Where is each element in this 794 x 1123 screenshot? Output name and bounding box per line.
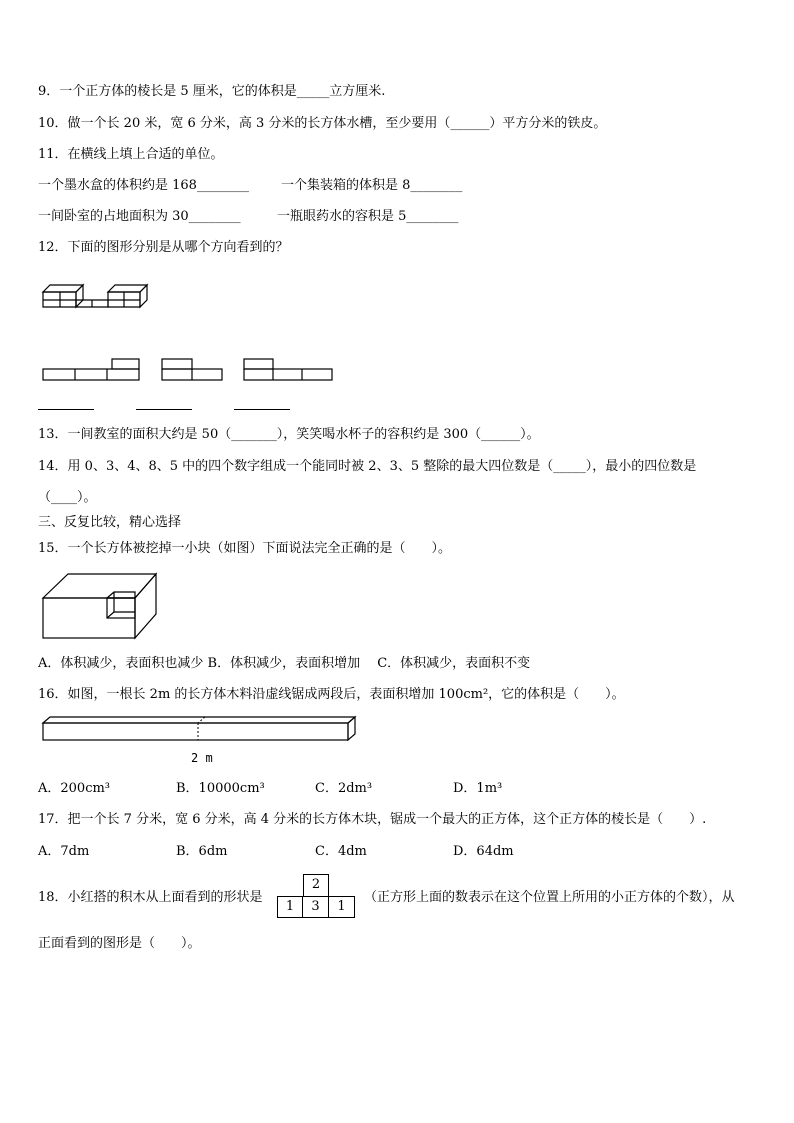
grid-cell-middle: 3 (303, 896, 329, 918)
q12-view-options (40, 357, 340, 383)
q17-option-d: D．64dm (453, 844, 514, 859)
grid-cell-top: 2 (303, 874, 329, 896)
q16-option-b: B．10000cm³ (176, 781, 265, 796)
grid-cell-right: 1 (329, 896, 355, 918)
question-18-part-2: （正方形上面的数表示在这个位置上所用的小正方体的个数），从 (364, 890, 735, 905)
question-9: 9．一个正方体的棱长是 5 厘米，它的体积是_____立方厘米. (38, 84, 386, 99)
question-18-part-1: 18．小红搭的积木从上面看到的形状是 (38, 890, 263, 905)
question-15: 15．一个长方体被挖掉一小块（如图）下面说法完全正确的是（ ）。 (38, 541, 452, 556)
question-10: 10．做一个长 20 米，宽 6 分米，高 3 分米的长方体水槽，至少要用（______）平方分米的铁皮。 (38, 116, 607, 131)
q16-length-label: 2 m (191, 751, 213, 765)
question-15-options: A．体积减少，表面积也减少 B．体积减少，表面积增加 C．体积减少，表面积不变 (38, 656, 531, 671)
q16-option-a: A．200cm³ (38, 781, 111, 796)
question-11-d: 一瓶眼药水的容积是 5________ (277, 209, 459, 224)
question-14-line-2: （____）。 (38, 490, 97, 505)
q12-answer-blank-1[interactable] (38, 409, 94, 410)
question-11-a: 一个墨水盒的体积约是 168________ (38, 178, 249, 193)
question-18-line-2: 正面看到的图形是（ ）。 (38, 936, 201, 951)
q17-option-c: C．4dm (315, 844, 367, 859)
section-3-heading: 三、反复比较，精心选择 (38, 515, 182, 530)
q12-3d-figure (40, 282, 160, 312)
q17-option-a: A．7dm (38, 844, 90, 859)
question-11-title: 11．在横线上填上合适的单位。 (38, 147, 224, 162)
q12-answer-blank-2[interactable] (136, 409, 192, 410)
q16-option-d: D．1m³ (453, 781, 503, 796)
q17-option-b: B．6dm (176, 844, 228, 859)
question-11-b: 一个集装箱的体积是 8________ (281, 178, 463, 193)
question-17: 17．把一个长 7 分米，宽 6 分米，高 4 分米的长方体木块，锯成一个最大的正方体，这个正方体的棱长是（ ）. (38, 812, 707, 827)
q12-answer-blank-3[interactable] (234, 409, 290, 410)
question-14-line-1: 14．用 0、3、4、8、5 中的四个数字组成一个能同时被 2、3、5 整除的最大四位数是（_____），最小的四位数是 (38, 459, 697, 474)
q15-cuboid-figure (40, 570, 160, 642)
question-13: 13．一间教室的面积大约是 50（_______），笑笑喝水杯子的容积约是 300（______）。 (38, 427, 540, 442)
question-16: 16．如图，一根长 2m 的长方体木料沿虚线锯成两段后，表面积增加 100cm²，它的体积是（ ）。 (38, 687, 625, 702)
grid-cell-left: 1 (277, 896, 303, 918)
q16-option-c: C．2dm³ (315, 781, 373, 796)
q16-wood-figure (40, 714, 360, 746)
question-12: 12．下面的图形分别是从哪个方向看到的？ (38, 240, 289, 255)
question-11-c: 一间卧室的占地面积为 30________ (38, 209, 241, 224)
